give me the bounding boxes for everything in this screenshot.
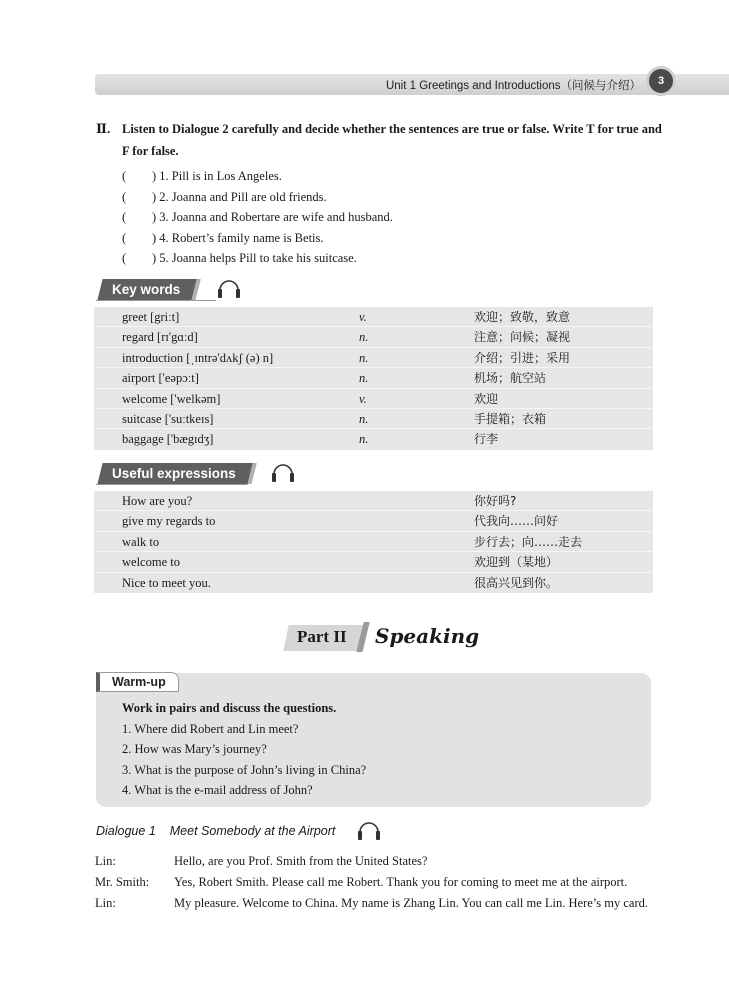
answer-blank[interactable]: (	[122, 189, 127, 204]
table-row	[94, 532, 653, 552]
table-row	[94, 511, 653, 531]
word: greet [griːt]	[122, 310, 180, 324]
table-row	[94, 552, 653, 572]
headphones-icon[interactable]	[216, 277, 242, 299]
table-row	[94, 429, 653, 449]
dialogue-line	[95, 893, 655, 914]
exercise-list	[122, 166, 393, 269]
meaning: 欢迎	[474, 391, 499, 406]
table-row	[94, 389, 653, 409]
question: 2. How was Mary’s journey?	[122, 742, 267, 756]
word: welcome ['welkəm]	[122, 391, 221, 406]
headphones-icon[interactable]	[356, 819, 382, 841]
word: airport ['eəpɔːt]	[122, 371, 199, 386]
warm-up-body	[122, 698, 366, 801]
part-of-speech: n.	[359, 371, 369, 386]
page-number: 3	[646, 66, 676, 96]
word: baggage ['bægɪdʒ]	[122, 432, 214, 447]
part-of-speech: n.	[359, 330, 369, 345]
table-row	[94, 368, 653, 388]
exercise-number: Ⅱ.	[96, 121, 111, 136]
warm-up-title: Work in pairs and discuss the questions.	[122, 701, 337, 715]
meaning: 介绍；引进；采用	[474, 350, 571, 365]
table-row	[94, 307, 653, 327]
question: 3. What is the purpose of John’s living in China?	[122, 762, 367, 777]
speaker: Lin:	[95, 854, 116, 868]
meaning: 行李	[474, 432, 499, 447]
question: 4. What is the e-mail address of John?	[122, 783, 313, 797]
part-of-speech: n.	[359, 432, 369, 447]
meaning: 手提箱；衣箱	[474, 411, 547, 426]
useful-expressions-tag: Useful expressions	[97, 463, 256, 484]
meaning: 欢迎到（某地）	[474, 555, 559, 570]
answer-blank[interactable]: (	[122, 230, 127, 245]
exercise-item: ( ) 1. Pill is in Los Angeles.	[122, 166, 393, 187]
speaker: Mr. Smith:	[95, 874, 150, 889]
useful-expressions-table	[94, 491, 653, 593]
dialogue-heading	[96, 824, 335, 838]
utterance: Hello, are you Prof. Smith from the United States?	[174, 854, 428, 868]
phrase: How are you?	[122, 494, 193, 508]
exercise-instruction: Listen to Dialogue 2 carefully and decide whether the sentences are true or false. Write T for true and F for false.	[122, 122, 662, 158]
meaning: 机场；航空站	[474, 371, 547, 386]
table-row	[94, 348, 653, 368]
dialogue-line	[95, 872, 655, 893]
meaning: 欢迎；致敬，致意	[474, 310, 571, 324]
dialogue-title: Meet Somebody at the Airport	[169, 824, 336, 838]
answer-blank[interactable]: (	[122, 251, 127, 266]
table-row	[94, 327, 653, 347]
answer-blank[interactable]: (	[122, 210, 127, 225]
dialogue	[95, 851, 655, 913]
table-row	[94, 491, 653, 511]
part-of-speech: v.	[359, 391, 367, 406]
utterance: My pleasure. Welcome to China. My name is Zhang Lin. You can call me Lin. Here’s my card.	[174, 895, 648, 910]
phrase: give my regards to	[122, 514, 216, 529]
meaning: 代我向……问好	[474, 514, 559, 529]
meaning: 你好吗?	[474, 494, 517, 508]
word: introduction [ˌɪntrə'dʌkʃ (ə) n]	[122, 350, 274, 365]
part-label: Part II	[297, 627, 347, 646]
exercise-item: ( ) 5. Joanna helps Pill to take his suitcase.	[122, 248, 393, 269]
headphones-icon[interactable]	[270, 461, 296, 483]
table-row	[94, 409, 653, 429]
exercise-item: ( ) 2. Joanna and Pill are old friends.	[122, 187, 393, 208]
dialogue-label: Dialogue 1	[96, 824, 156, 838]
part-of-speech: n.	[359, 411, 369, 426]
key-words-underline	[96, 300, 216, 301]
phrase: Nice to meet you.	[122, 575, 211, 590]
part-of-speech: n.	[359, 350, 369, 365]
speaker: Lin:	[95, 895, 116, 910]
answer-blank[interactable]: (	[122, 169, 127, 183]
warm-up-tag: Warm-up	[96, 672, 179, 692]
key-words-tag: Key words	[97, 279, 201, 300]
meaning: 步行去；向……走去	[474, 534, 583, 549]
table-row	[94, 573, 653, 593]
word: regard [rɪ'gɑːd]	[122, 330, 198, 345]
part-title: Speaking	[375, 624, 480, 648]
key-words-table	[94, 307, 653, 450]
unit-title: Unit 1 Greetings and Introductions（问候与介绍）	[385, 80, 641, 92]
part-of-speech: v.	[359, 310, 367, 324]
meaning: 注意；问候；凝视	[474, 330, 571, 345]
useful-expressions-underline	[96, 484, 248, 485]
dialogue-line	[95, 851, 655, 872]
utterance: Yes, Robert Smith. Please call me Robert. Thank you for coming to meet me at the airport.	[174, 874, 628, 889]
meaning: 很高兴见到你。	[474, 575, 559, 590]
phrase: welcome to	[122, 555, 180, 570]
exercise-item: ( ) 3. Joanna and Robertare are wife and husband.	[122, 207, 393, 228]
word: suitcase ['suːtkeɪs]	[122, 411, 214, 426]
phrase: walk to	[122, 534, 160, 549]
question: 1. Where did Robert and Lin meet?	[122, 721, 299, 736]
exercise-item: ( ) 4. Robert’s family name is Betis.	[122, 228, 393, 249]
